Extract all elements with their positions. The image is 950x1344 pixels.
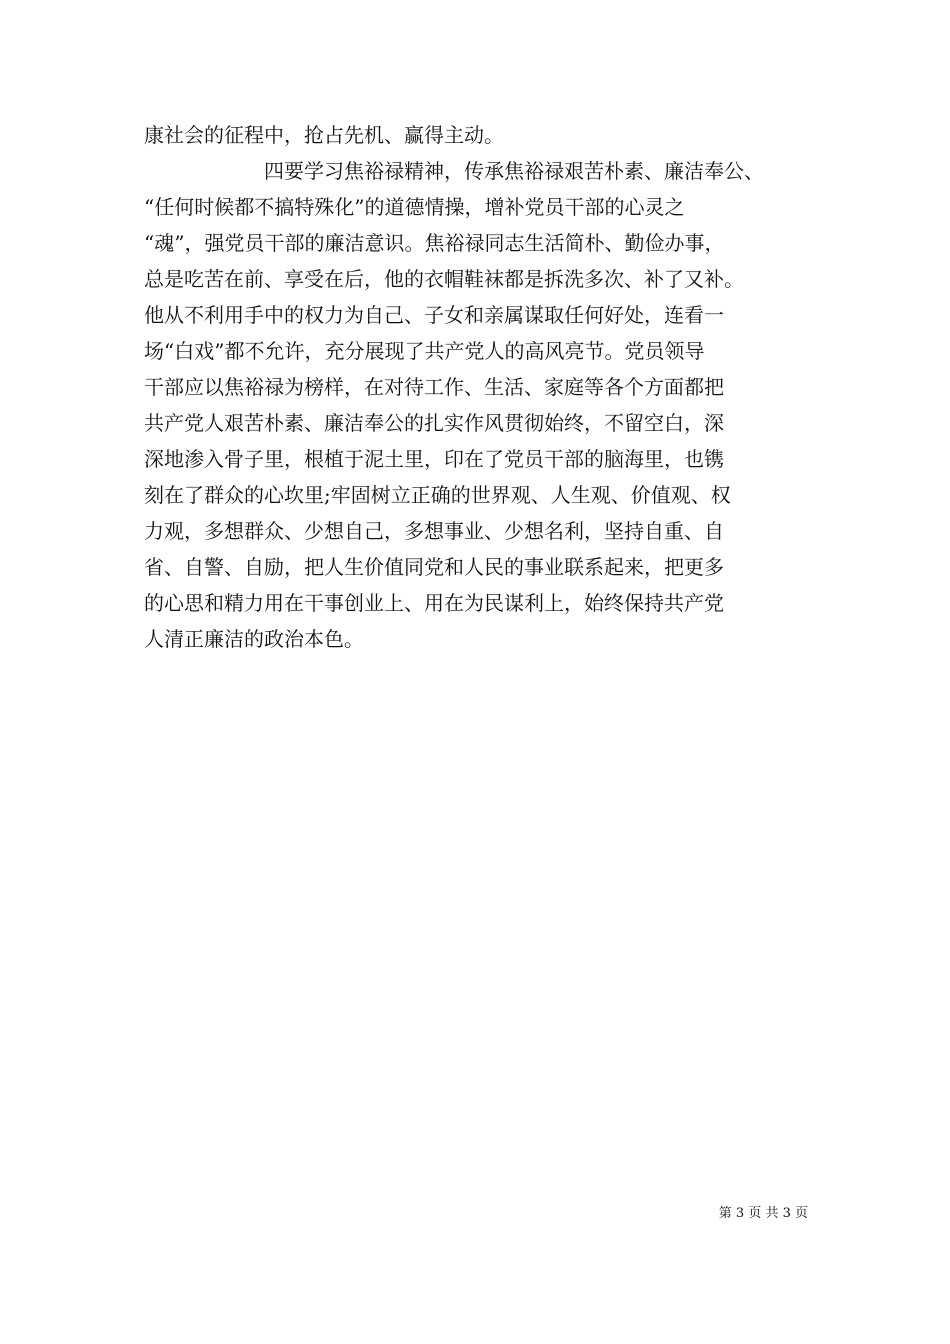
- text-line: 他从不利用手中的权力为自己、子女和亲属谋取任何好处，连看一: [144, 303, 724, 327]
- text-line: “任何时候都不搞特殊化”的道德情操，增补党员干部的心灵之: [144, 195, 685, 219]
- text-line: 场“白戏”都不允许，充分展现了共产党人的高风亮节。党员领导: [144, 339, 705, 363]
- text-line: 力观，多想群众、少想自己，多想事业、少想名利，坚持自重、自: [144, 519, 724, 543]
- text-line: 干部应以焦裕禄为榜样，在对待工作、生活、家庭等各个方面都把: [144, 375, 724, 399]
- text-line: 刻在了群众的心坎里;牢固树立正确的世界观、人生观、价值观、权: [144, 483, 731, 507]
- text-line: 深地渗入骨子里，根植于泥土里，印在了党员干部的脑海里，也镌: [144, 447, 724, 471]
- text-line: “魂”，强党员干部的廉洁意识。焦裕禄同志生活简朴、勤俭办事，: [144, 231, 725, 255]
- text-line: 的心思和精力用在干事创业上、用在为民谋利上，始终保持共产党: [144, 591, 724, 615]
- text-line: 省、自警、自励，把人生价值同党和人民的事业联系起来，把更多: [144, 555, 724, 579]
- text-line: 人清正廉洁的政治本色。: [144, 627, 364, 651]
- page-footer: 第 3 页 共 3 页: [718, 1206, 808, 1221]
- body-text: [144, 117, 824, 657]
- text-line: 康社会的征程中，抢占先机、赢得主动。: [144, 123, 504, 147]
- text-line: 总是吃苦在前、享受在后，他的衣帽鞋袜都是拆洗多次、补了又补。: [144, 267, 744, 291]
- text-line: 共产党人艰苦朴素、廉洁奉公的扎实作风贯彻始终，不留空白，深: [144, 411, 724, 435]
- text-line: 四要学习焦裕禄精神，传承焦裕禄艰苦朴素、廉洁奉公、: [144, 159, 764, 183]
